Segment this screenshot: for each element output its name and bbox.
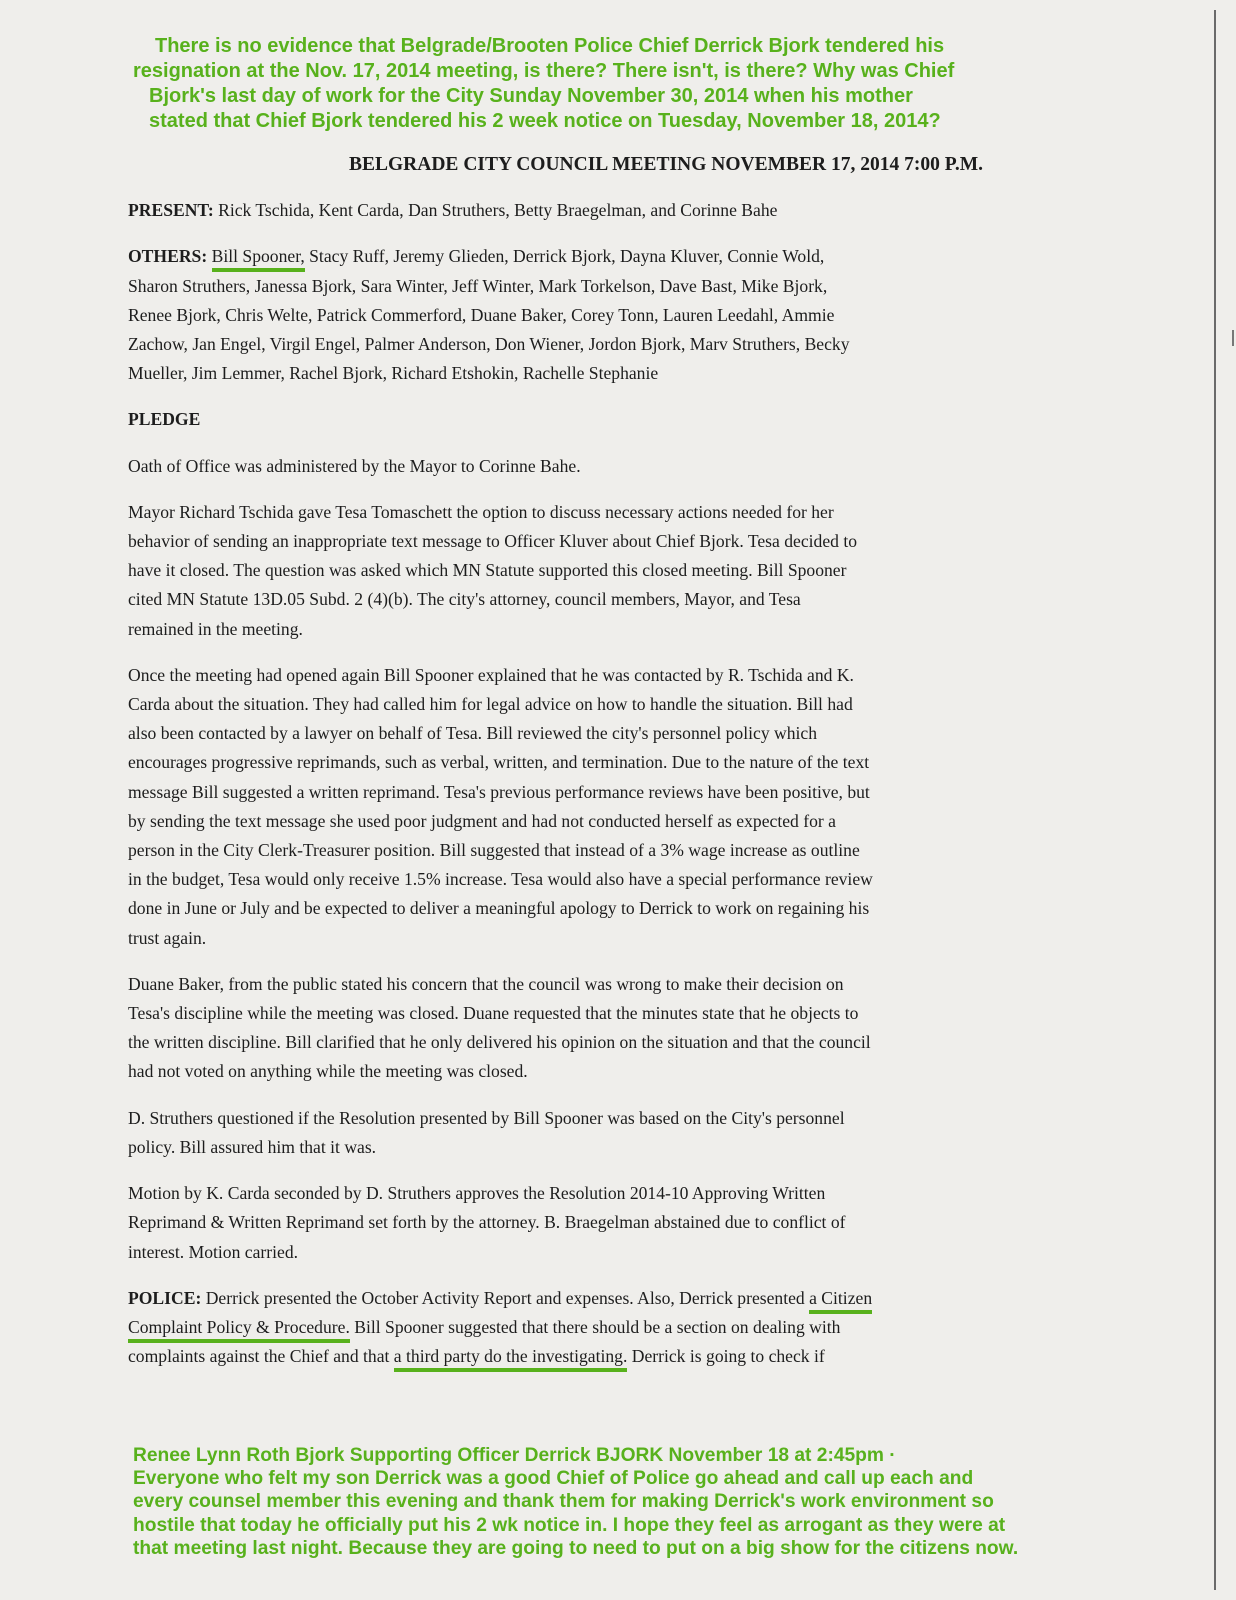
present-section: [128, 196, 1188, 225]
paragraph-line: Duane Baker, from the public stated his concern that the council was wrong to make their decision on: [128, 973, 844, 994]
others-line: Renee Bjork, Chris Welte, Patrick Commerford, Duane Baker, Corey Tonn, Lauren Leedahl, Ammie: [128, 304, 835, 325]
paragraph-line: behavior of sending an inappropriate text message to Officer Kluver about Chief Bjork. Tesa decided to: [128, 531, 858, 552]
meeting-minutes: [128, 150, 1188, 1388]
annotation-top-line: stated that Chief Bjork tendered his 2 week notice on Tuesday, November 18, 2014?: [149, 110, 941, 132]
annotation-bottom-line: that meeting last night. Because they are going to need to put on a big show for the citizens now.: [133, 1537, 1019, 1559]
annotation-bottom-line: Everyone who felt my son Derrick was a good Chief of Police go ahead and call up each and: [133, 1468, 974, 1490]
police-text: complaints against the Chief and that: [128, 1346, 394, 1367]
paragraph-line: in the budget, Tesa would only receive 1.5% increase. Tesa would also have a special performance review: [128, 869, 873, 890]
annotation-bottom-line: hostile that today he officially put his 2 wk notice in. I hope they feel as arrogant as they were at: [133, 1514, 1006, 1536]
paragraph-line: message Bill suggested a written reprimand. Tesa's previous performance reviews have been positive, but: [128, 781, 870, 802]
police-section: [128, 1284, 1188, 1372]
paragraph-line: by sending the text message she used poor judgment and had not conducted herself as expected for a: [128, 810, 836, 831]
present-label: PRESENT:: [128, 200, 214, 221]
mayor-paragraph: [128, 498, 1188, 644]
duane-paragraph: [128, 970, 1188, 1087]
annotation-top-line: Bjork's last day of work for the City Sunday November 30, 2014 when his mother: [149, 85, 913, 107]
paragraph-line: done in June or July and be expected to deliver a meaningful apology to Derrick to work on regaining his: [128, 898, 870, 919]
others-line: Zachow, Jan Engel, Virgil Engel, Palmer Anderson, Don Wiener, Jordon Bjork, Marv Struthers, Becky: [128, 334, 850, 355]
police-text: Bill Spooner suggested that there should be a section on dealing with: [349, 1316, 841, 1337]
annotation-top: [133, 34, 1165, 134]
paragraph-line: remained in the meeting.: [128, 618, 303, 639]
paragraph-line: Motion by K. Carda seconded by D. Struthers approves the Resolution 2014-10 Approving Written: [128, 1183, 826, 1204]
others-label: OTHERS:: [128, 246, 208, 267]
underlined-phrase: a Citizen: [809, 1287, 873, 1308]
oath-line: Oath of Office was administered by the Mayor to Corinne Bahe.: [128, 455, 581, 476]
annotation-bottom: [133, 1444, 1193, 1560]
oath-paragraph: [128, 452, 1188, 481]
others-text: Stacy Ruff, Jeremy Glieden, Derrick Bjork, Dayna Kluver, Connie Wold,: [304, 246, 825, 267]
underlined-phrase: a third party do the investigating.: [393, 1346, 628, 1367]
paragraph-line: Reprimand & Written Reprimand set forth by the attorney. B. Braegelman abstained due to conflict of: [128, 1212, 846, 1233]
paragraph-line: interest. Motion carried.: [128, 1241, 299, 1262]
annotation-top-line: There is no evidence that Belgrade/Brooten Police Chief Derrick Bjork tendered his: [155, 35, 945, 57]
paragraph-line: person in the City Clerk-Treasurer position. Bill suggested that instead of a 3% wage increase as outline: [128, 840, 860, 861]
paragraph-line: had not voted on anything while the meeting was closed.: [128, 1061, 528, 1082]
pledge-heading: PLEDGE: [128, 409, 201, 430]
annotation-bottom-line: every counsel member this evening and thank them for making Derrick's work environment so: [133, 1491, 994, 1513]
others-section: [128, 242, 1188, 388]
struthers-paragraph: [128, 1104, 1188, 1162]
others-line: Sharon Struthers, Janessa Bjork, Sara Winter, Jeff Winter, Mark Torkelson, Dave Bast, Mike Bjork,: [128, 275, 828, 296]
police-label: POLICE:: [128, 1287, 202, 1308]
paragraph-line: D. Struthers questioned if the Resolution presented by Bill Spooner was based on the City's personnel: [128, 1107, 845, 1128]
paragraph-line: have it closed. The question was asked which MN Statute supported this closed meeting. Bill Spooner: [128, 560, 847, 581]
paragraph-line: trust again.: [128, 927, 207, 948]
paragraph-line: Carda about the situation. They had called him for legal advice on how to handle the situation. Bill had: [128, 694, 853, 715]
police-text: Derrick presented the October Activity Report and expenses. Also, Derrick presented: [201, 1287, 810, 1308]
paragraph-line: also been contacted by a lawyer on behalf of Tesa. Bill reviewed the city's personnel policy which: [128, 723, 818, 744]
reopened-paragraph: [128, 661, 1188, 953]
paragraph-line: cited MN Statute 13D.05 Subd. 2 (4)(b). The city's attorney, council members, Mayor, and Tesa: [128, 589, 801, 610]
annotation-top-line: resignation at the Nov. 17, 2014 meeting, is there? There isn't, is there? Why was Chief: [133, 60, 955, 82]
underlined-name: Bill Spooner,: [211, 246, 305, 267]
paragraph-line: policy. Bill assured him that it was.: [128, 1136, 377, 1157]
motion-paragraph: [128, 1179, 1188, 1267]
others-line: Mueller, Jim Lemmer, Rachel Bjork, Richard Etshokin, Rachelle Stephanie: [128, 363, 659, 384]
paragraph-line: Tesa's discipline while the meeting was closed. Duane requested that the minutes state that he objects to: [128, 1003, 859, 1024]
page-edge-mark: [1232, 330, 1234, 346]
paragraph-line: Mayor Richard Tschida gave Tesa Tomaschett the option to discuss necessary actions needed for her: [128, 501, 834, 522]
minutes-title: BELGRADE CITY COUNCIL MEETING NOVEMBER 17, 2014 7:00 P.M.: [349, 154, 983, 175]
paragraph-line: Once the meeting had opened again Bill Spooner explained that he was contacted by R. Tschida and K.: [128, 664, 854, 685]
underlined-phrase: Complaint Policy & Procedure.: [128, 1316, 350, 1337]
page-edge-line: [1214, 10, 1216, 1590]
police-text: Derrick is going to check if: [627, 1346, 825, 1367]
present-text: Rick Tschida, Kent Carda, Dan Struthers, Betty Braegelman, and Corinne Bahe: [213, 200, 778, 221]
paragraph-line: encourages progressive reprimands, such as verbal, written, and termination. Due to the nature of the text: [128, 752, 870, 773]
paragraph-line: the written discipline. Bill clarified that he only delivered his opinion on the situation and that the council: [128, 1032, 871, 1053]
annotation-bottom-line: Renee Lynn Roth Bjork Supporting Officer Derrick BJORK November 18 at 2:45pm ·: [133, 1445, 896, 1466]
